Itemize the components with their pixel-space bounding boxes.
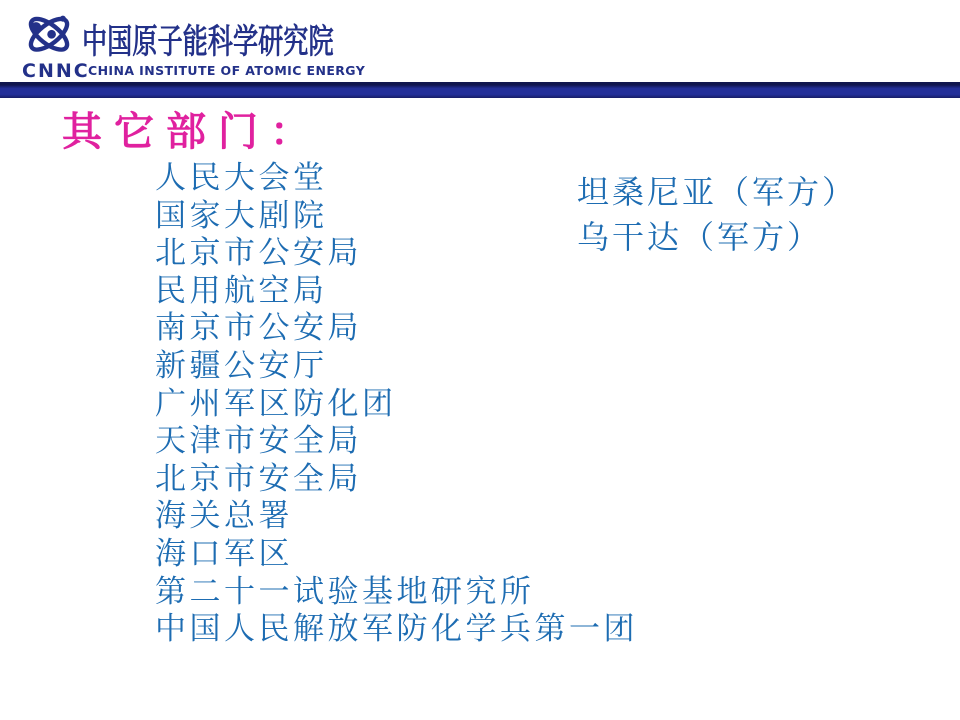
logo-chinese-name: 中国原子能科学研究院 xyxy=(82,22,334,62)
slide-title: 其它部门： xyxy=(62,108,322,155)
list-item: 北京市公安局 xyxy=(155,235,362,272)
list-item: 第二十一试验基地研究所 xyxy=(155,573,535,610)
list-item: 中国人民解放军防化学兵第一团 xyxy=(155,611,638,648)
cnnc-logo xyxy=(16,6,366,82)
list-item: 天津市安全局 xyxy=(155,423,362,460)
header-divider-bar xyxy=(0,82,960,98)
logo-english-name: CHINA INSTITUTE OF ATOMIC ENERGY xyxy=(88,63,366,78)
list-item: 海关总署 xyxy=(155,498,293,535)
atom-icon xyxy=(20,10,78,62)
list-item: 国家大剧院 xyxy=(155,197,328,234)
logo-cnnc-wordmark: CNNC xyxy=(22,60,90,82)
list-item: 南京市公安局 xyxy=(155,310,362,347)
list-item: 北京市安全局 xyxy=(155,460,362,497)
departments-list-right xyxy=(577,170,907,260)
list-item: 人民大会堂 xyxy=(155,160,328,196)
list-item: 广州军区防化团 xyxy=(155,385,397,422)
list-item: 乌干达（军方） xyxy=(577,218,823,256)
list-item: 海口军区 xyxy=(155,535,293,572)
departments-list-left xyxy=(155,160,638,649)
list-item: 民用航空局 xyxy=(155,272,328,309)
slide-header xyxy=(0,0,960,82)
list-item: 新疆公安厅 xyxy=(155,347,328,384)
list-item: 坦桑尼亚（军方） xyxy=(577,173,858,211)
